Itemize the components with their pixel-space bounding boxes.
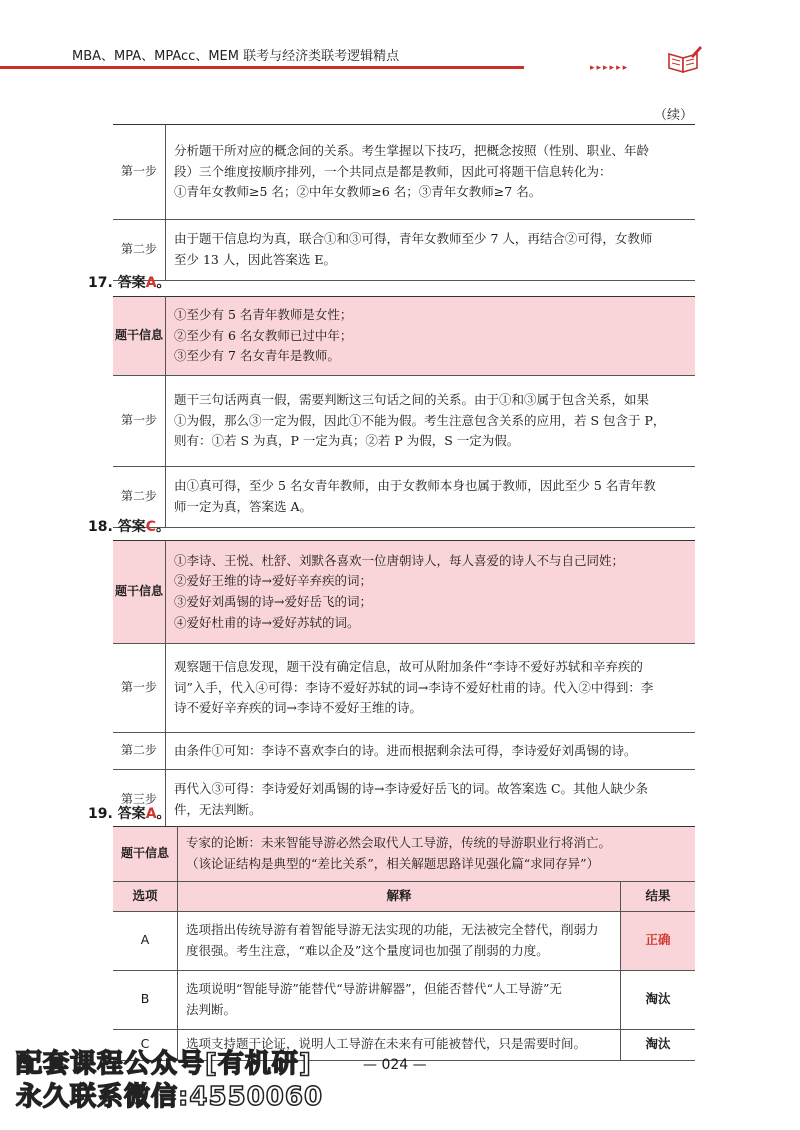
book-pencil-icon: [667, 44, 703, 74]
q19-table: [113, 826, 695, 1061]
answer-letter: C: [145, 519, 156, 535]
text-line: ①李诗、王悦、杜舒、刘默各喜欢一位唐朝诗人，每人喜爱的诗人不与自己同姓；: [174, 552, 625, 568]
text-line: （该论证结构是典型的“差比关系”，相关解题思路详见强化篇“求同存异”）: [186, 856, 600, 871]
text-line: 诗不爱好辛弃疾的词→李诗不爱好王维的诗。: [174, 700, 422, 716]
step-text: [166, 770, 696, 831]
col-explain-header: 解释: [178, 882, 621, 912]
option-letter: C: [113, 1029, 178, 1060]
continued-label: （续）: [654, 108, 694, 123]
q16-step-2: [113, 220, 695, 281]
text-line: 词”入手，代入④可得：李诗不爱好苏轼的词→李诗不爱好杜甫的诗。代入②中得到：李: [174, 679, 654, 695]
q19-info-row: [113, 827, 695, 882]
col-result-header: 结果: [621, 882, 696, 912]
info-label: 题干信息: [113, 297, 166, 376]
q17-answer-heading: [88, 272, 171, 292]
text-line: 再代入③可得：李诗爱好刘禹锡的诗→李诗爱好岳飞的词。故答案选 C。其他人缺少条: [174, 781, 649, 797]
answer-letter: A: [145, 806, 157, 822]
text-line: 则有：①若 S 为真，P 一定为真；②若 P 为假，S 一定为假。: [174, 433, 520, 449]
text-line: 观察题干信息发现，题干没有确定信息，故可从附加条件“李诗不爱好苏轼和辛弃疾的: [174, 659, 643, 675]
q17-table: [113, 296, 695, 528]
header-title: MBA、MPA、MPAcc、MEM 联考与经济类联考逻辑精点: [72, 49, 400, 64]
answer-suffix: 。: [156, 275, 171, 291]
text-line: 选项说明“智能导游”能替代“导游讲解器”，但能否替代“人工导游”无: [186, 981, 562, 996]
q17-info-row: [113, 297, 695, 376]
step-text: [166, 220, 696, 281]
info-text: [178, 827, 696, 882]
answer-suffix: 。: [155, 519, 170, 535]
option-result: 淘汰: [621, 1029, 696, 1060]
page-number: — 024 —: [363, 1057, 427, 1073]
q16-table: [113, 124, 695, 281]
q17-step-2: [113, 467, 695, 528]
answer-letter: A: [145, 275, 157, 291]
q18-step-1: [113, 644, 695, 733]
text-line: ③至少有 7 名女青年是教师。: [174, 348, 340, 364]
text-line: ①至少有 5 名青年教师是女性；: [174, 307, 353, 323]
step-text: [166, 125, 696, 220]
text-line: ②爱好王维的诗→爱好辛弃疾的词；: [174, 573, 372, 589]
step-label: 第一步: [113, 644, 166, 733]
q18-info-row: [113, 541, 695, 644]
text-line: 专家的论断：未来智能导游必然会取代人工导游，传统的导游职业行将消亡。: [186, 835, 612, 851]
header-dots: ▸▸▸▸▸▸: [590, 63, 630, 73]
text-line: ②至少有 6 名女教师已过中年；: [174, 327, 353, 343]
text-line: 件，无法判断。: [174, 802, 262, 817]
info-text: [166, 541, 696, 644]
header-rule: [0, 66, 524, 69]
info-label: 题干信息: [113, 827, 178, 882]
answer-prefix: 答案: [117, 806, 146, 822]
step-label: 第二步: [113, 733, 166, 770]
question-number: 19.: [88, 806, 113, 822]
watermark-line-2: 永久联系微信:4550060: [16, 1082, 324, 1112]
text-line: ①青年女教师≥5 名；②中年女教师≥6 名；③青年女教师≥7 名。: [174, 184, 542, 200]
step-label: 第二步: [113, 467, 166, 528]
step-text: [166, 376, 696, 467]
q18-step-2: [113, 733, 695, 770]
option-result: 淘汰: [621, 970, 696, 1029]
col-option-header: 选项: [113, 882, 178, 912]
q19-header-row: [113, 882, 695, 912]
option-explanation: [178, 970, 621, 1029]
question-number: 18.: [88, 519, 113, 535]
q18-table: [113, 540, 695, 831]
step-text: [166, 644, 696, 733]
step-label: 第一步: [113, 125, 166, 220]
text-line: 法判断。: [186, 1001, 237, 1017]
step-label: 第三步: [113, 770, 166, 831]
text-line: 选项支持题干论证，说明人工导游在未来有可能被替代，只是需要时间。: [186, 1036, 587, 1052]
step-label: 第二步: [113, 220, 166, 281]
text-line: 由条件①可知：李诗不喜欢李白的诗。进而根据剩余法可得，李诗爱好刘禹锡的诗。: [174, 742, 637, 758]
text-line: ④爱好杜甫的诗→爱好苏轼的词。: [174, 614, 360, 630]
text-line: 由于题干信息均为真，联合①和③可得，青年女教师至少 7 人，再结合②可得，女教师: [174, 231, 653, 247]
info-label: 题干信息: [113, 541, 166, 644]
answer-prefix: 答案: [117, 275, 146, 291]
info-text: [166, 297, 696, 376]
q18-answer-heading: [88, 516, 170, 536]
q17-step-1: [113, 376, 695, 467]
text-line: 题干三句话两真一假，需要判断这三句话之间的关系。由于①和③属于包含关系，如果: [174, 392, 650, 408]
q19-answer-heading: [88, 803, 171, 823]
text-line: 选项指出传统导游有着智能导游无法实现的功能，无法被完全替代，削弱力: [186, 922, 599, 937]
answer-suffix: 。: [156, 806, 171, 822]
option-result: 正确: [621, 911, 696, 970]
text-line: ③爱好刘禹锡的诗→爱好岳飞的词；: [174, 594, 372, 609]
q18-step-3: [113, 770, 695, 831]
question-number: 17.: [88, 275, 113, 291]
text-line: 分析题干所对应的概念间的关系。考生掌握以下技巧，把概念按照（性别、职业、年龄: [174, 143, 650, 159]
text-line: ①为假，那么③一定为假，因此①不能为假。考生注意包含关系的应用，若 S 包含于 P，: [174, 412, 666, 428]
step-text: [166, 733, 696, 770]
text-line: 度很强。考生注意，“难以企及”这个量度词也加强了削弱的力度。: [186, 942, 549, 958]
text-line: 师一定为真，答案选 A。: [174, 499, 313, 514]
q19-option-b: [113, 970, 695, 1029]
option-explanation: [178, 911, 621, 970]
text-line: 由①真可得，至少 5 名女青年教师，由于女教师本身也属于教师，因此至少 5 名青年教: [174, 478, 656, 494]
text-line: 至少 13 人，因此答案选 E。: [174, 252, 336, 267]
option-letter: B: [113, 970, 178, 1029]
answer-prefix: 答案: [117, 519, 146, 535]
step-label: 第一步: [113, 376, 166, 467]
q16-step-1: [113, 125, 695, 220]
q19-option-a: [113, 911, 695, 970]
text-line: 段）三个维度按顺序排列，一个共同点是都是教师，因此可将题干信息转化为：: [174, 163, 612, 179]
step-text: [166, 467, 696, 528]
watermark-line-1: 配套课程公众号[有机研]: [16, 1049, 312, 1079]
option-letter: A: [113, 911, 178, 970]
